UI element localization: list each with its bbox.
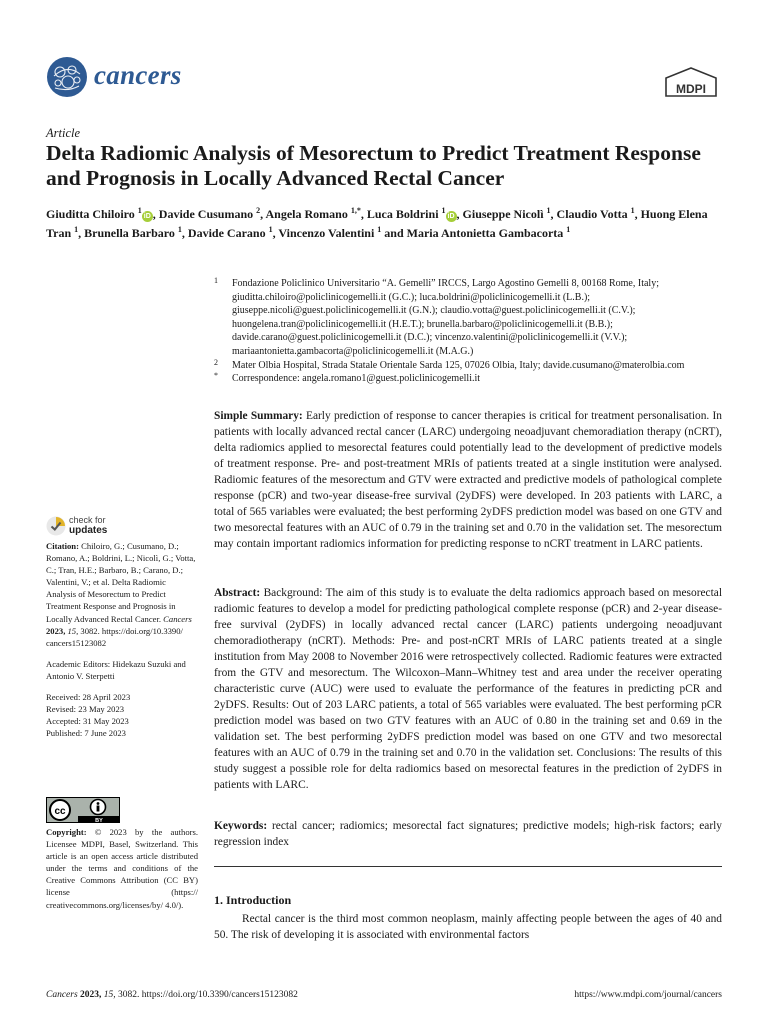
affiliation-number: 2	[214, 357, 218, 367]
introduction-text: Rectal cancer is the third most common neoplasm, mainly affecting people between the ages of 40 and 50. The risk of developing it is associated with environmental factors	[214, 913, 722, 941]
author	[188, 226, 273, 240]
author-affiliation: 2	[256, 206, 261, 215]
author-affiliation: 1	[377, 225, 382, 234]
author-name: Maria Antonietta Gambacorta	[406, 226, 564, 240]
svg-text:BY: BY	[95, 818, 103, 823]
copyright	[46, 826, 198, 911]
check-updates-line2: updates	[69, 525, 108, 536]
author-list: Giuditta Chiloiro $^1$iD , Davide Cusumano $^2$, Angela Romano $^{1,*}$, Luca Boldrini $^1$iD , Giuseppe Nicolì $^1$, Claudio Votta $^1$, Huong Elena Tran $^1$, Brunella Barbaro $^1$, Davide Carano $^1$, Vincenzo Valentini $^1$ and Maria Antonietta Gambacorta $^1$	[46, 206, 708, 240]
citation	[46, 540, 196, 649]
footer-year: 2023,	[80, 990, 102, 1000]
accepted-date: Accepted: 31 May 2023	[46, 716, 129, 727]
journal-name: cancers	[94, 60, 182, 90]
author-affiliation: 1	[630, 206, 635, 215]
author-affiliation: 1	[268, 225, 273, 234]
publisher-logo-icon	[662, 66, 720, 102]
author-name: Brunella Barbaro	[84, 226, 175, 240]
author-name: Luca Boldrini	[366, 207, 439, 221]
introduction-heading: 1. Introduction	[214, 893, 292, 907]
author-affiliation: 1	[441, 206, 446, 215]
revised-date: Revised: 23 May 2023	[46, 704, 125, 715]
article-type: Article	[46, 126, 81, 140]
dates	[46, 691, 196, 739]
author	[46, 207, 153, 221]
author-affiliation: 1	[137, 206, 142, 215]
abstract-label: Abstract:	[214, 587, 261, 599]
citation-label: Citation:	[46, 541, 79, 551]
author-name: Huong Elena Tran	[46, 207, 708, 240]
footer-citation	[46, 990, 298, 1000]
affiliation-text: Mater Olbia Hospital, Strada Statale Orientale Sarda 125, 07026 Olbia, Italy; davide.cusumano@materolbia.com	[232, 359, 685, 371]
copyright-label: Copyright:	[46, 827, 87, 837]
author-name: Giuseppe Nicolì	[462, 207, 544, 221]
author	[463, 207, 551, 221]
author-name: Angela Romano	[265, 207, 348, 221]
citation-text: Chiloiro, G.; Cusumano, D.; Romano, A.; Boldrini, L.; Nicolì, G.; Votta, C.; Tran, H.E.; Barbaro, B.; Carano, D.; Valentini, V.; et al. Delta Radiomic Analysis of Mesorectum to Predict Treatment Response and Prognosis in Locally Advanced Rectal Cancer.	[46, 541, 196, 624]
author-name: Vincenzo Valentini	[278, 226, 375, 240]
citation-journal: Cancers	[163, 613, 192, 624]
citation-volume: 15,	[67, 625, 79, 636]
article-title: Delta Radiomic Analysis of Mesorectum to Predict Treatment Response and Prognosis in Locally Advanced Rectal Cancer	[46, 141, 701, 190]
author-affiliation: 1,*	[350, 206, 361, 215]
abstract	[214, 585, 722, 793]
copyright-text: © 2023 by the authors. Licensee MDPI, Basel, Switzerland. This article is an open access article distributed under the terms and conditions of the Creative Commons Attribution (CC BY) license (https:// creativecommons.org/licenses/by/ 4.0/).	[46, 827, 198, 910]
author-name: Claudio Votta	[556, 207, 628, 221]
affiliation-2	[214, 359, 724, 373]
correspondence	[214, 372, 724, 386]
footer-volume: 15,	[103, 990, 116, 1000]
received-date: Received: 28 April 2023	[46, 692, 131, 703]
orcid-icon[interactable]: iD	[143, 213, 151, 220]
keywords-label: Keywords:	[214, 820, 268, 832]
author-name: Giuditta Chiloiro	[46, 207, 135, 221]
published-date: Published: 7 June 2023	[46, 728, 126, 739]
journal-logo-icon	[46, 56, 88, 98]
keywords	[214, 818, 722, 850]
author	[159, 207, 260, 221]
author-affiliation: 1	[566, 225, 571, 234]
orcid-icon[interactable]: iD	[447, 213, 455, 220]
check-for-updates-button[interactable]	[46, 513, 136, 543]
affiliation-text: Fondazione Policlinico Universitario “A. Gemelli” IRCCS, Largo Agostino Gemelli 8, 00168 Rome, Italy; giuditta.chiloiro@policlinicogemelli.it (G.C.); luca.boldrini@policlinicogemelli.it (L.B.); giuseppe.nicoli@guest.policlinicogemelli.it (G.N.); claudio.votta@guest.policlinicogemelli.it (C.V.); huongelena.tran@policlinicogemelli.it (H.E.T.); brunella.barbaro@policlinicogemelli.it (B.B.); davide.carano@guest.policlinicogemelli.it (D.C.); vincenzo.valentini@policlinicogemelli.it (V.V.); mariaantonietta.gambacorta@policlinicogemelli.it (M.A.G.)	[232, 278, 659, 357]
check-updates-line1: check for	[69, 515, 106, 525]
author-affiliation: 1	[74, 225, 79, 234]
citation-doi[interactable]: 3082. https://doi.org/10.3390/ cancers15123082	[46, 625, 183, 648]
author-name: Davide Carano	[187, 226, 266, 240]
affiliation-text: Correspondence: angela.romano1@guest.policlinicogemelli.it	[232, 373, 481, 385]
author	[266, 207, 361, 221]
section-divider	[214, 866, 722, 867]
footer-journal-url[interactable]: https://www.mdpi.com/journal/cancers	[574, 990, 722, 1000]
affiliations	[214, 277, 724, 386]
footer-journal: Cancers	[46, 990, 78, 1000]
svg-text:cc: cc	[54, 806, 66, 817]
abstract-text: Background: The aim of this study is to evaluate the delta radiomics approach based on mesorectal radiomic features to develop a model for predicting pathological complete response (pCR) and 2-year disease-free survival (2yDFS) in locally advanced rectal cancer (LARC) patients undergoing neoadjuvant chemoradiotherapy (nCRT). Methods: Pre- and post-nCRT MRIs of LARC patients treated at a single institution from May 2008 to November 2016 were retrospectively collected. Radiomic features were extracted from the GTV and mesorectum. The Wilcoxon–Mann–Whitney test and area under the receiver operating characteristic curve (AUC) were used to evaluate the performance of the features in predicting pCR and 2yDFS. Results: Out of 203 LARC patients, a total of 565 variables were evaluated. The best performing pCR prediction model was based on two GTV features with an AUC of 0.80 in the training set and 0.69 in the validation set. The best performing 2yDFS prediction model was based on one GTV and two mesorectal features with an AUC of 0.79 in the training set and 0.70 in the validation set. Conclusions: The results of this study suggest a possible role for delta radiomics based on mesorectal features in the prediction of 2yDFS in patients with LARC.	[214, 587, 722, 791]
author-affiliation: 1	[546, 206, 551, 215]
academic-editors: Academic Editors: Hidekazu Suzuki and Antonio V. Sterpetti	[46, 658, 186, 681]
publisher-name: MDPI	[676, 82, 706, 96]
author	[278, 226, 381, 240]
citation-year: 2023,	[46, 625, 66, 636]
simple-summary	[214, 408, 722, 552]
simple-summary-text: Early prediction of response to cancer therapies is critical for treatment personalisation. In patients with locally advanced rectal cancer (LARC) undergoing neoadjuvant chemoradiation therapy (nCRT), delta radiomics applied to mesorectal features could potentially lead to the development of predictive models of treatment response. Pre- and post-treatment MRIs of patients treated at a single institution were analysed. Radiomic features of the mesorectum and GTV were extracted and predictive models of pathological complete response (pCR) and two-year disease-free survival (2yDFS) were developed. In 203 patients with LARC, a total of 565 variables were evaluated; the best performing 2yDFS prediction model was based on one GTV and two mesorectal features with an AUC of 0.79 in the training set and 0.70 in the validation set. The mesorectum may contain important radiomics information for predicting response to nCRT treatment in LARC patients.	[214, 410, 722, 550]
simple-summary-label: Simple Summary:	[214, 410, 303, 422]
affiliation-number: 1	[214, 276, 218, 285]
affiliation-1	[214, 277, 724, 359]
cc-by-license-icon[interactable]	[46, 797, 120, 823]
sidebar	[46, 540, 196, 748]
author-affiliation: 1	[177, 225, 182, 234]
author	[367, 207, 457, 221]
check-updates-icon	[46, 516, 66, 536]
author-name: Davide Cusumano	[158, 207, 254, 221]
footer-doi[interactable]: 3082. https://doi.org/10.3390/cancers15123082	[118, 990, 298, 1000]
author	[407, 226, 571, 240]
keywords-text: rectal cancer; radiomics; mesorectal fact signatures; predictive models; high-risk factors; early regression index	[214, 820, 722, 848]
author	[557, 207, 635, 221]
author	[84, 226, 182, 240]
affiliation-number: *	[214, 371, 218, 381]
